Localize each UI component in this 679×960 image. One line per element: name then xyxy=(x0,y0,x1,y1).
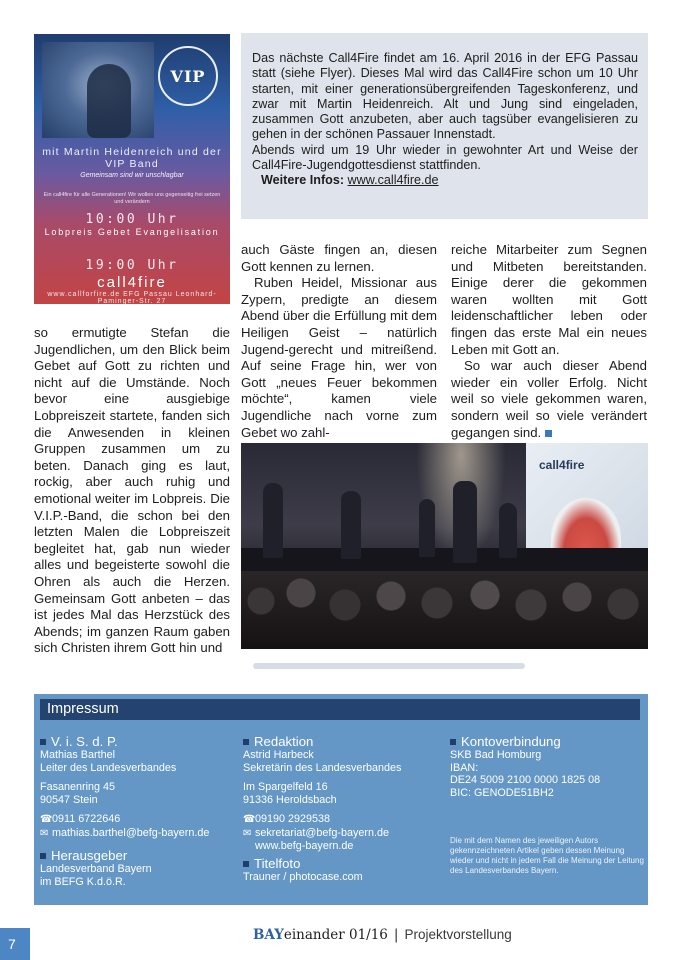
band-member xyxy=(263,483,283,558)
article-column-1 xyxy=(34,325,230,657)
visdp-email[interactable]: mathias.barthel@befg-bayern.de xyxy=(52,826,210,839)
flyer-motto: Gemeinsam sind wir unschlagbar xyxy=(80,172,184,179)
speaker-silhouette xyxy=(87,64,131,138)
flyer-speaker-line: mit Martin Heidenreich und der VIP Band xyxy=(42,146,222,170)
flyer-program: Lobpreis Gebet Evangelisation xyxy=(44,227,220,237)
flyer-address: www.callforfire.de EFG Passau Leonhard-Paminger-Str. 27 xyxy=(47,291,217,304)
envelope-icon: ✉ xyxy=(243,827,252,839)
band-member xyxy=(499,503,517,558)
column-2-paragraph-1: auch Gäste fingen an, diesen Gott kennen zu lernen. xyxy=(241,242,437,274)
konto-iban-label: IBAN: xyxy=(450,761,479,774)
more-info-label: Weitere Infos: xyxy=(261,173,345,188)
visdp-city: 90547 Stein xyxy=(40,793,98,806)
visdp-name: Mathias Barthel xyxy=(40,749,116,761)
bullet-square-icon xyxy=(450,739,456,745)
redaktion-name: Astrid Harbeck xyxy=(243,749,314,761)
impressum-box xyxy=(34,694,648,905)
vip-logo: VIP xyxy=(158,46,218,106)
info-paragraph-2: Abends wird um 19 Uhr wieder in gewohnter Art und Weise der Call4Fire-Jugendgottesdienst stattfinden. xyxy=(252,142,638,173)
redaktion-role: Sekretärin des Landesverbandes xyxy=(243,761,402,774)
column-1-text: so ermutigte Stefan die Jugendlichen, um den Blick beim Gebet auf Gott zu richten und nicht auf die Umstände. Noch bevor eine ausgiebige Lobpreiszeit startete, fanden sich die Anwesenden in kleinen Gruppen zusammen um zu beten. Danach ging es laut, rockig, aber auch ruhig und emotional weiter im Lobpreis. Die V.I.P.-Band, die schon bei den letzten Malen die Lobpreiszeit begleitet hat, gab nun wieder alles und begeisterte sowohl die Ohren als auch die Herzen. Gemeinsam Gott anbeten – das ist jedes Mal das Herzstück des Abends; im ganzen Raum gaben sich Christen ihrem Gott hin und xyxy=(34,325,230,656)
konto-heading-text: Kontoverbindung xyxy=(461,734,561,749)
redaktion-heading-text: Redaktion xyxy=(254,734,314,749)
speaker-photo xyxy=(42,42,154,138)
bullet-square-icon xyxy=(40,853,46,859)
bullet-square-icon xyxy=(40,739,46,745)
impressum-title: Impressum xyxy=(40,699,640,720)
titelfoto-heading-text: Titelfoto xyxy=(254,856,301,871)
konto-heading xyxy=(450,734,646,749)
konto-block xyxy=(450,734,646,799)
flyer-time-evening: 19:00 Uhr xyxy=(85,258,179,273)
titelfoto-credit: Trauner / photocase.com xyxy=(243,871,363,883)
horizontal-scrollbar[interactable] xyxy=(253,663,525,669)
column-3-paragraph-2-text: So war auch dieser Abend wieder ein voller Erfolg. Nicht weil so viele gekommen waren, sondern weil so viele verändert gegangen sind. xyxy=(451,358,647,440)
flyer-brand: call4fire xyxy=(97,274,167,291)
section-name: Projektvorstellung xyxy=(404,927,512,942)
redaktion-phone: 09190 2929538 xyxy=(255,813,331,825)
redaktion-block xyxy=(243,734,443,853)
speaker-on-stage xyxy=(453,481,477,563)
magazine-name-bold: BAY xyxy=(253,927,284,943)
magazine-name-issue: einander 01/16 xyxy=(283,927,388,943)
herausgeber-line-1: Landesverband Bayern xyxy=(40,863,152,875)
info-paragraph-1: Das nächste Call4Fire findet am 16. April 2016 in der EFG Passau statt (siehe Flyer). Dieses Mal wird das Call4Fire schon um 10 Uhr starten, mit einer generationsübergreifenden Tageskonferenz, und zwar mit Martin Heidenreich. Alt und Jung sind eingeladen, zusammen Gott anzubeten, aber auch tagsüber evangelisieren zu gehen in der schönen Passauer Innenstadt. xyxy=(252,51,638,142)
disclaimer-note: Die mit dem Namen des jeweiligen Autors gekennzeichneten Artikel geben dessen Meinung wieder und nicht in jedem Fall die Meinung der Leitung des Landesverbandes Bayern. xyxy=(450,836,644,875)
konto-bic: BIC: GENODE51BH2 xyxy=(450,786,554,799)
konto-iban: DE24 5009 2100 0000 1825 08 xyxy=(450,774,601,786)
flyer-description: Ein call4fire für alle Generationen! Wir wollen uns gegenseitig frei setzen und verändern xyxy=(43,192,221,205)
bullet-square-icon xyxy=(243,861,249,867)
article-column-2 xyxy=(241,242,437,441)
band-member xyxy=(341,491,361,559)
end-of-article-icon xyxy=(545,430,552,437)
redaktion-email-row xyxy=(243,827,443,841)
visdp-role: Leiter des Landesverbandes xyxy=(40,761,177,774)
concert-photo xyxy=(241,443,648,649)
more-info xyxy=(252,173,638,188)
spacer xyxy=(40,774,240,781)
more-info-link[interactable]: www.call4fire.de xyxy=(347,173,439,188)
band-member xyxy=(419,499,435,557)
titelfoto-block xyxy=(243,856,443,884)
redaktion-phone-row xyxy=(243,813,443,827)
screen-logo: call4fire xyxy=(539,458,585,472)
phone-icon: ☎ xyxy=(243,814,256,825)
redaktion-web[interactable]: www.befg-bayern.de xyxy=(255,840,354,852)
column-3-paragraph-2 xyxy=(451,358,647,441)
column-3-paragraph-1: reiche Mitarbeiter zum Segnen und Mitbeten bereitstanden. Einige derer die gekommen waren wollten mit Gott leidenschaftlicher leben oder fingen das erste Mal ein neues Leben mit Gott an. xyxy=(451,242,647,357)
article-column-3 xyxy=(451,242,647,441)
redaktion-email[interactable]: sekretariat@befg-bayern.de xyxy=(255,826,389,839)
spacer xyxy=(243,774,443,781)
footer-separator: | xyxy=(393,927,399,943)
konto-bank: SKB Bad Homburg xyxy=(450,749,542,761)
page-footer xyxy=(253,927,512,943)
visdp-street: Fasanenring 45 xyxy=(40,781,116,793)
herausgeber-line-2: im BEFG K.d.ö.R. xyxy=(40,875,126,888)
redaktion-street: Im Spargelfeld 16 xyxy=(243,781,328,793)
visdp-email-row xyxy=(40,827,240,841)
redaktion-city: 91336 Heroldsbach xyxy=(243,793,337,806)
page-number: 7 xyxy=(0,928,30,960)
spacer xyxy=(243,806,443,813)
phone-icon: ☎ xyxy=(40,814,53,825)
event-flyer xyxy=(34,34,230,304)
audience xyxy=(241,571,648,649)
herausgeber-heading xyxy=(40,848,240,863)
flyer-time-morning: 10:00 Uhr xyxy=(85,212,179,227)
column-2-paragraph-2: Ruben Heidel, Missionar aus Zypern, predigte an diesem Abend über die Erfüllung mit dem Heiligen Geist – natürlich Jugend-gerecht und mitreißend. Auf seine Frage hin, wer von Gott „neues Feuer bekommen möchte“, kamen viele Jugendliche nach vorne zum Gebet wo zahl- xyxy=(241,275,437,440)
spacer xyxy=(40,806,240,813)
info-box xyxy=(241,33,648,219)
herausgeber-block xyxy=(40,848,240,888)
redaktion-heading xyxy=(243,734,443,749)
visdp-phone: 0911 6722646 xyxy=(52,813,121,825)
visdp-heading xyxy=(40,734,240,749)
visdp-block xyxy=(40,734,240,840)
herausgeber-heading-text: Herausgeber xyxy=(51,848,128,863)
visdp-heading-text: V. i. S. d. P. xyxy=(51,734,118,749)
envelope-icon: ✉ xyxy=(40,827,49,839)
bullet-square-icon xyxy=(243,739,249,745)
redaktion-web-row xyxy=(243,840,443,853)
visdp-phone-row xyxy=(40,813,240,827)
titelfoto-heading xyxy=(243,856,443,871)
